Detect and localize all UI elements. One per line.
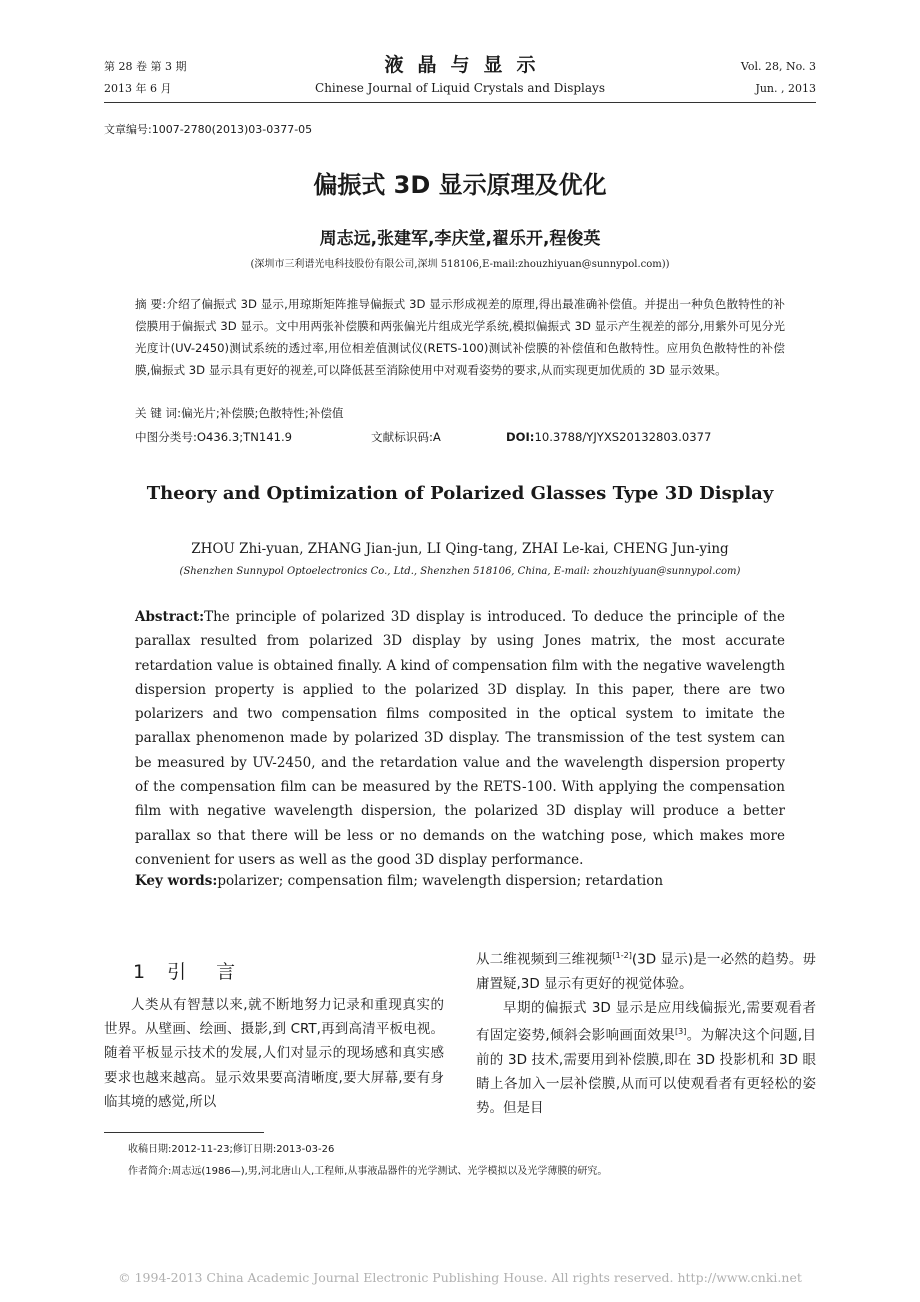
footnote-dates: 收稿日期:2012-11-23;修订日期:2013-03-26 xyxy=(128,1144,335,1155)
clc-label: 中图分类号: xyxy=(135,430,197,444)
volume-en: Vol. 28, No. 3 xyxy=(740,60,816,73)
article-number: 文章编号:1007-2780(2013)03-0377-05 xyxy=(104,123,313,136)
body-paragraph: 从二维视频到三维视频[1-2](3D 显示)是一必然的趋势。毋庸置疑,3D 显示有更好的视觉体验。 xyxy=(476,951,817,992)
citation: [1-2] xyxy=(612,951,632,960)
keywords-cn-text: 偏光片;补偿膜;色散特性;补偿值 xyxy=(181,406,344,420)
footnote-rule xyxy=(104,1132,264,1133)
clc-value: O436.3;TN141.9 xyxy=(196,430,293,444)
citation: [3] xyxy=(675,1027,687,1037)
footnotes xyxy=(128,1139,607,1183)
affiliation-cn: (深圳市三利谱光电科技股份有限公司,深圳 518106,E-mail:zhouzhiyuan@sunnypol.com)) xyxy=(250,259,670,270)
footnote-author: 作者简介:周志远(1986—),男,河北唐山人,工程师,从事液晶器件的光学测试、光学模拟以及光学薄膜的研究。 xyxy=(128,1166,608,1177)
doi-value: 10.3788/YJYXS20132803.0377 xyxy=(534,430,712,444)
affiliation-en: (Shenzhen Sunnypol Optoelectronics Co., Ltd., Shenzhen 518106, China, E-mail: zhouzhiyuan@sunnypol.com) xyxy=(179,566,741,577)
authors-en: ZHOU Zhi-yuan, ZHANG Jian-jun, LI Qing-tang, ZHAI Le-kai, CHENG Jun-ying xyxy=(191,541,729,557)
doc-code-label: 文献标识码: xyxy=(371,430,433,444)
body-paragraph: 早期的偏振式 3D 显示是应用线偏振光,需要观看者有固定姿势,倾斜会影响画面效果[3]。为解决这个问题,目前的 3D 技术,需要用到补偿膜,即在 3D 投影机和 3D 眼睛上各加入一层补偿膜,从而可以使观看者有更轻松的姿势。但是目 xyxy=(476,999,816,1117)
title-cn: 偏振式 3D 显示原理及优化 xyxy=(313,171,607,199)
classification-line xyxy=(135,429,785,445)
section-heading xyxy=(133,957,265,984)
abstract-en-label: Abstract: xyxy=(135,609,205,625)
header-right xyxy=(741,56,816,100)
volume-cn: 第 28 卷 第 3 期 xyxy=(104,60,187,73)
keywords-cn-label: 关 键 词: xyxy=(135,406,182,420)
doc-code-value: A xyxy=(432,430,441,444)
abstract-cn xyxy=(135,293,785,381)
journal-name-en: Chinese Journal of Liquid Crystals and Displays xyxy=(315,81,605,95)
journal-name-cn: 液晶与显示 xyxy=(384,54,550,76)
section-number: 1 xyxy=(133,961,146,983)
keywords-en xyxy=(135,873,663,889)
title-en: Theory and Optimization of Polarized Glasses Type 3D Display xyxy=(146,483,774,504)
date-cn: 2013 年 6 月 xyxy=(104,82,172,95)
abstract-cn-label: 摘 要: xyxy=(135,297,167,311)
body-right-column xyxy=(476,944,816,1120)
body-left-column: 人类从有智慧以来,就不断地努力记录和重现真实的世界。从壁画、绘画、摄影,到 CRT,再到高清平板电视。随着平板显示技术的发展,人们对显示的现场感和真实感要求也越来越高。显示效果要高清晰度,要大屏幕,要有身临其境的感觉,所以 xyxy=(104,997,444,1110)
abstract-en xyxy=(135,605,785,872)
date-en: Jun. , 2013 xyxy=(755,82,816,95)
abstract-cn-text: 介绍了偏振式 3D 显示,用琼斯矩阵推导偏振式 3D 显示形成视差的原理,得出最准确补偿值。并提出一种负色散特性的补偿膜用于偏振式 3D 显示。文中用两张补偿膜和两张偏光片组成光学系统,模拟偏振式 3D 显示产生视差的部分,用紫外可见分光光度计(UV-2450)测试系统的透过率,用位相差值测试仪(RETS-100)测试补偿膜的补偿值和色散特性。应用负色散特性的补偿膜,偏振式 3D 显示具有更好的视差,可以降低甚至消除使用中对观看姿势的要求,从而实现更加优质的 3D 显示效果。 xyxy=(135,297,785,377)
keywords-cn xyxy=(135,405,344,421)
abstract-en-text: The principle of polarized 3D display is introduced. To deduce the principle of the parallax resulted from polarized 3D display by using Jones matrix, the most accurate retardation value is obtained finally. A kind of compensation film with the negative wavelength dispersion property is applied to the polarized 3D display. In this paper, there are two polarizers and two compensation films composited in the optical system to imitate the parallax phenomenon made by polarized 3D display. The transmission of the test system can be measured by UV-2450, and the retardation value and the wavelength dispersion property of the compensation film can be measured by the RETS-100. With applying the compensation film with negative wavelength dispersion, the polarized 3D display will produce a better parallax so that there will be less or no demands on the watching pose, which makes more convenient for users as well as the good 3D display performance. xyxy=(135,609,785,868)
header-rule xyxy=(104,102,816,103)
doi-label: DOI: xyxy=(506,430,535,444)
section-title: 引言 xyxy=(167,961,266,983)
authors-cn: 周志远,张建军,李庆堂,翟乐开,程俊英 xyxy=(319,229,601,249)
copyright-watermark: © 1994-2013 China Academic Journal Electronic Publishing House. All rights reserved. http://www.cnki.net xyxy=(118,1270,802,1285)
keywords-en-label: Key words: xyxy=(135,873,218,889)
keywords-en-text: polarizer; compensation film; wavelength dispersion; retardation xyxy=(217,873,664,889)
